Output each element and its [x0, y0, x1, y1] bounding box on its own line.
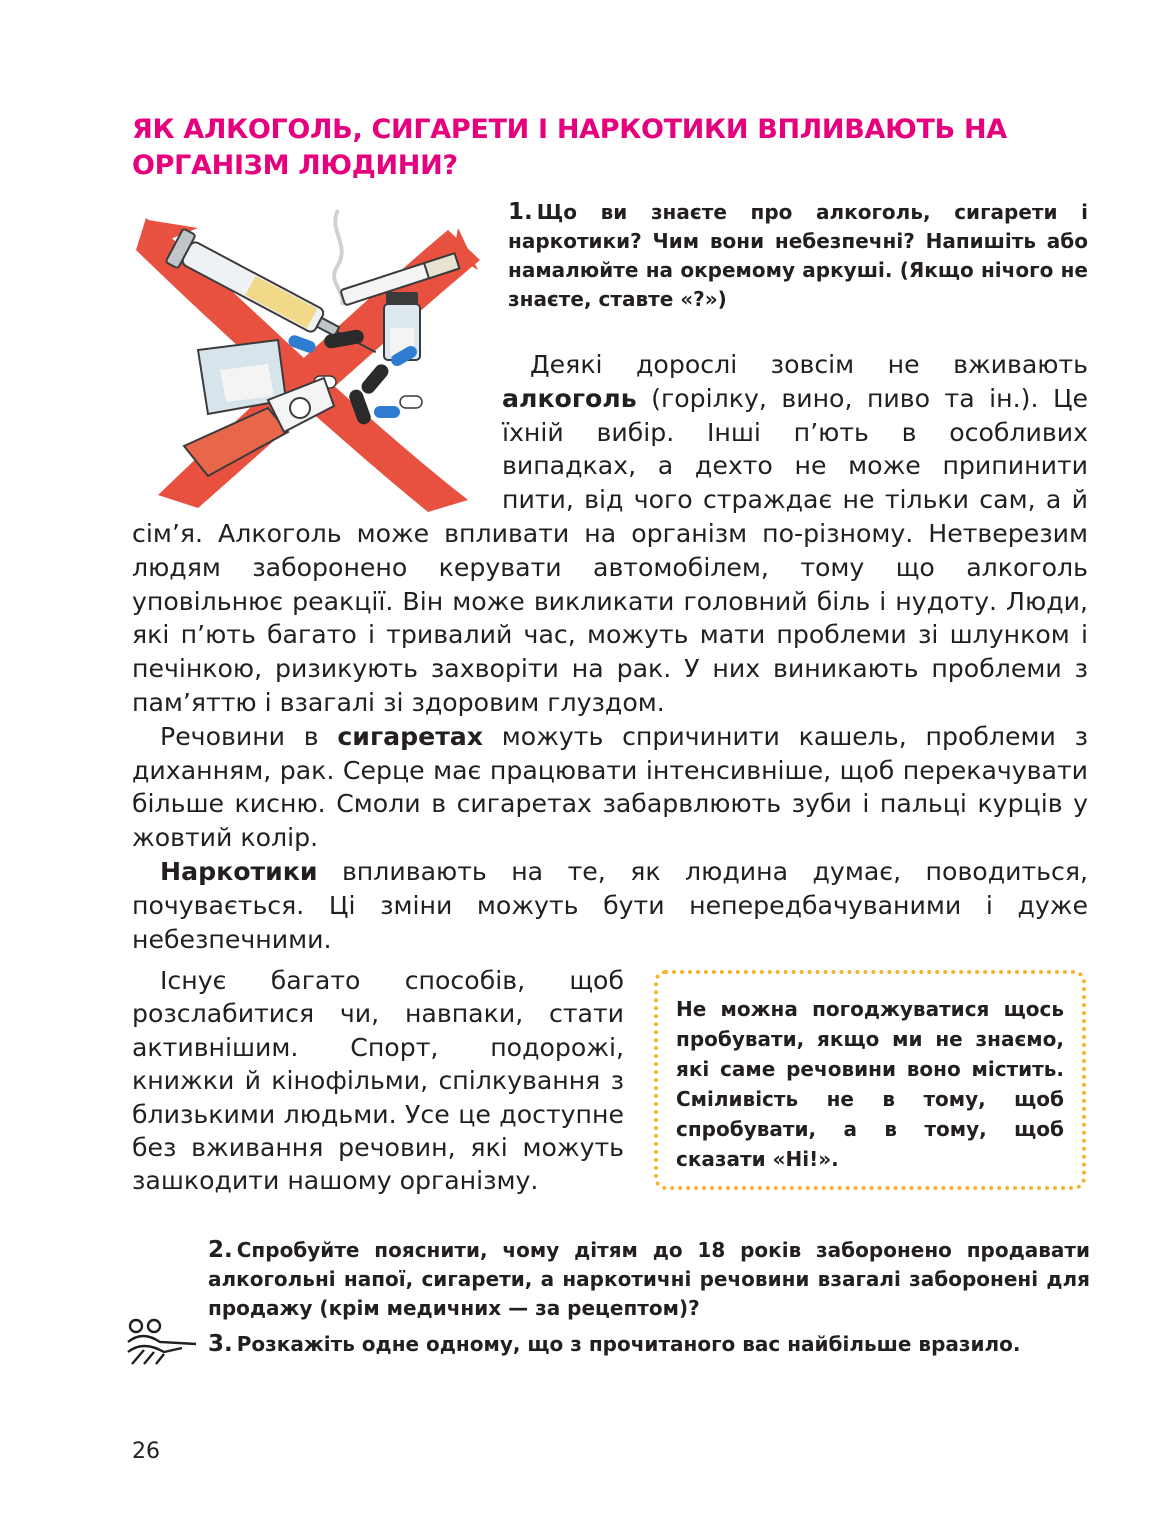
- term-cigarettes: сигаретах: [337, 721, 484, 751]
- paragraph-alcohol-lead: Деякі дорослі зовсім не вживають: [530, 350, 1088, 379]
- term-drugs: Наркотики: [160, 856, 318, 886]
- text-wrap-spacer: [132, 348, 502, 513]
- term-alcohol: алкоголь: [502, 383, 637, 413]
- task-3: [208, 1330, 1090, 1359]
- note-box: [654, 970, 1086, 1190]
- paragraph-cigarettes-lead: Речовини в: [160, 721, 338, 751]
- page-title: ЯК АЛКОГОЛЬ, СИГАРЕТИ І НАРКОТИКИ ВПЛИВАЮТЬ НА ОРГАНІЗМ ЛЮДИНИ?: [132, 114, 1007, 181]
- pair-work-icon: [124, 1316, 200, 1368]
- page-number: 26: [132, 1439, 160, 1464]
- task-1-text: Що ви знаєте про алкоголь, сигарети і наркотики? Чим вони небезпечні? Напишіть або намалюйте на окремому аркуші. (Якщо нічого не знаєте, ставте «?»): [508, 200, 1088, 311]
- paragraph-relax: Існує багато способів, щоб розслабитися чи, навпаки, стати активнішим. Спорт, подорожі, книжки й кінофільми, спілкування з близькими людьми. Усе це доступне без вживання речовин, які можуть зашкодити нашому організму.: [132, 966, 624, 1196]
- task-3-number: 3.: [208, 1331, 233, 1357]
- note-text: Не можна погоджуватися щось пробувати, якщо ми не знаємо, які саме речовини воно містить. Сміливість не в тому, щоб спробувати, а в тому, щоб сказати «Ні!».: [676, 997, 1064, 1171]
- paragraph-drugs: [132, 855, 1088, 956]
- task-2: [208, 1236, 1090, 1323]
- paragraph-drugs-body: впливають на те, як людина думає, поводиться, почувається. Ці зміни можуть бути непередбачуваними і дуже небезпечними.: [132, 856, 1088, 954]
- task-1-number: 1.: [508, 199, 533, 225]
- paragraph-alcohol-body: (горілку, вино, пиво та ін.). Це їхній вибір. Інші п’ють в особливих випадках, а дехто не може припинити пити, від чого страждає не тільки сам, а й сім’я. Алкоголь може впливати на організм по-різному. Нетверезим людям заборонено керувати автомобілем, тому що алкоголь уповільнює реакції. Він може викликати головний біль і нудоту. Люди, які п’ють багато і тривалий час, можуть мати проблеми зі шлунком і печінкою, ризикують захворіти на рак. У них виникають проблеми з пам’яттю і взагалі зі здоровим глуздом.: [132, 383, 1088, 717]
- task-3-text: Розкажіть одне одному, що з прочитаного вас найбільше вразило.: [236, 1332, 1021, 1356]
- task-2-number: 2.: [208, 1237, 233, 1263]
- task-2-text: Спробуйте пояснити, чому дітям до 18 років заборонено продавати алкогольні напої, сигарети, а наркотичні речовини взагалі заборонені для продажу (крім медичних — за рецептом)?: [208, 1238, 1090, 1320]
- task-1: [508, 198, 1088, 314]
- paragraph-cigarettes: [132, 720, 1088, 855]
- main-text: [132, 348, 1088, 956]
- paragraph-cigarettes-body: можуть спричинити кашель, проблеми з диханням, рак. Серце має працювати інтенсивніше, щоб перекачувати більше кисню. Смоли в сигаретах забарвлюють зуби і пальці курців у жовтий колір.: [132, 721, 1088, 853]
